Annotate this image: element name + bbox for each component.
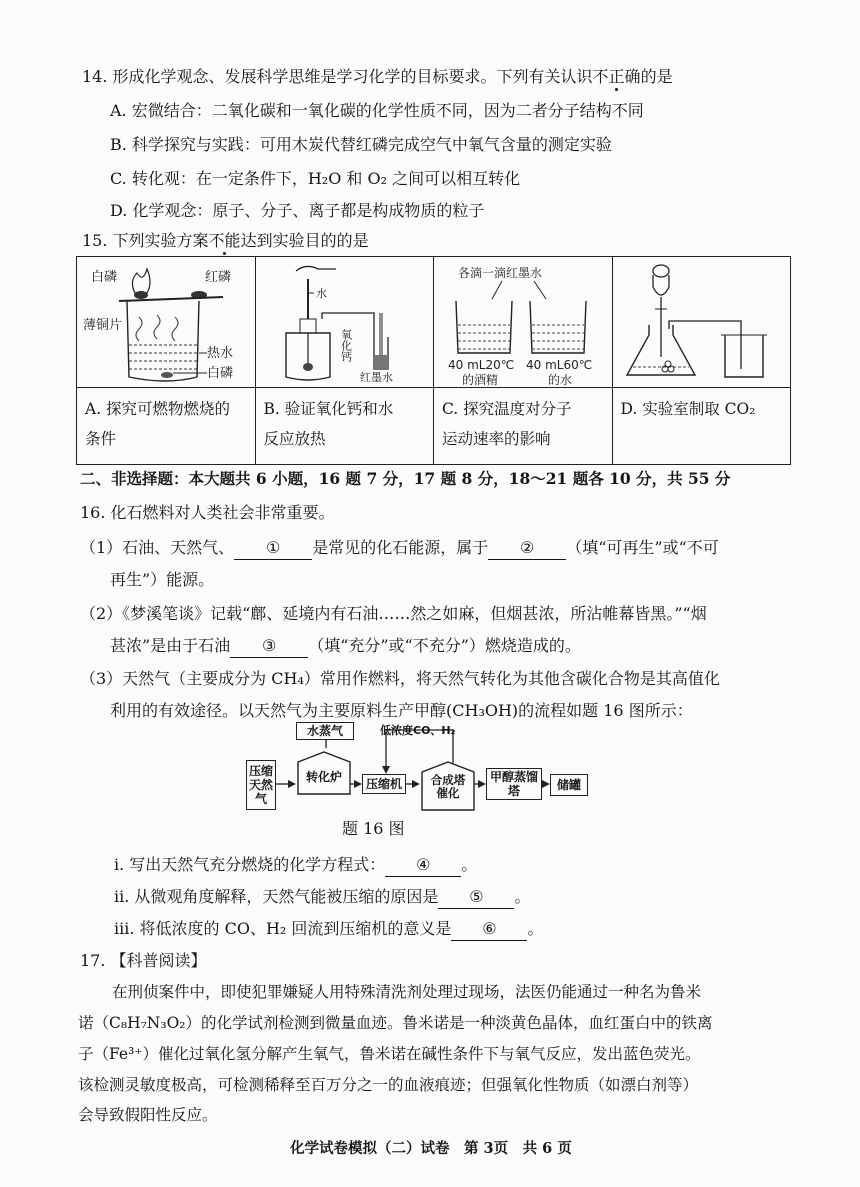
box-synthesis-tower: 合成塔催化	[430, 773, 466, 800]
q16-sub-i: i. 写出天然气充分燃烧的化学方程式： ④ 。	[114, 854, 477, 877]
q17-line-2: 诺（C₈H₇N₃O₂）的化学试剂检测到微量血迹。鲁米诺是一种淡黄色晶体，血红蛋白中的铁离	[78, 1014, 713, 1032]
figure-b-cell	[255, 257, 434, 388]
blank-5[interactable]: ⑤	[438, 886, 514, 909]
blank-4[interactable]: ④	[385, 854, 461, 877]
label-white-phosphorus-2: 白磷	[207, 366, 234, 381]
label-red-phosphorus: 红磷	[205, 270, 232, 285]
label-red-ink: 红墨水	[359, 371, 393, 384]
q17-line-3: 子（Fe³⁺）催化过氧化氢分解产生氧气，鲁米诺在碱性条件下与氧气反应，发出蓝色荧光。	[78, 1045, 701, 1063]
q17-title: 17. 【科普阅读】	[80, 951, 207, 970]
q16-part2: （2）《梦溪笔谈》记载“鄜、延境内有石油……然之如麻，但烟甚浓，所沾帷幕皆黑。”“烟	[80, 604, 707, 623]
box-steam: 水蒸气	[296, 722, 354, 740]
label-hot-water: 热水	[207, 346, 234, 361]
box-compressed-gas: 压缩天然气	[246, 760, 276, 810]
section-heading: 二、非选择题：本大题共 6 小题，16 题 7 分，17 题 8 分，18～21 题各 10 分，共 55 分	[80, 469, 731, 488]
q14-option-c: C. 转化观：在一定条件下，H₂O 和 O₂ 之间可以相互转化	[110, 169, 521, 188]
methanol-flowchart	[240, 722, 620, 812]
q17-line-5: 会导致假阳性反应。	[78, 1106, 218, 1124]
label-recycle: 低浓度CO、H₂	[380, 724, 456, 737]
beaker-left-icon	[456, 301, 512, 353]
q15-stem: 15. 下列实验方案不能达到实验目的的是	[82, 231, 369, 250]
q14-emphasis: 不正确	[592, 67, 641, 86]
box-compressor: 压缩机	[362, 774, 406, 794]
flame-icon	[132, 269, 150, 293]
hand-icon	[296, 266, 336, 271]
label-left-beaker-2: 的酒精	[462, 373, 499, 387]
label-right-beaker-2: 的水	[548, 373, 573, 387]
figure-16-caption: 题 16 图	[342, 819, 405, 838]
q17-line-4: 该检测灵敏度极高，可检测稀释至百万分之一的血液痕迹；但强氧化性物质（如漂白剂等）	[78, 1076, 699, 1094]
experiment-table	[76, 256, 791, 465]
figure-c-cell	[434, 257, 613, 388]
funnel-icon	[653, 265, 669, 277]
q16-part1-cont: 再生”）能源。	[110, 570, 215, 589]
blank-3[interactable]: ③	[230, 635, 308, 658]
box-distillation: 甲醇蒸馏塔	[486, 768, 542, 800]
figure-d-cell	[612, 257, 791, 388]
delivery-tube-icon	[669, 321, 741, 369]
caption-d: D. 实验室制取 CO₂	[612, 388, 791, 465]
label-calcium-oxide: 氧化钙	[339, 329, 352, 362]
label-right-beaker: 40 mL60℃	[526, 358, 593, 372]
caption-b: B. 验证氧化钙和水 反应放热	[255, 388, 434, 465]
q16-sub-ii: ii. 从微观角度解释，天然气能被压缩的原因是 ⑤ 。	[114, 886, 530, 909]
q16-part3: （3）天然气（主要成分为 CH₄）常用作燃料，将天然气转化为其他含碳化合物是其高值化	[80, 669, 720, 688]
blank-1[interactable]: ①	[234, 537, 312, 560]
page-footer: 化学试卷模拟（二）试卷 第 3页 共 6 页	[290, 1140, 572, 1157]
q16-part1: （1）石油、天然气、 ① 是常见的化石能源，属于 ② （填“可再生”或“不可	[80, 537, 719, 560]
q15-emphasis: 不能	[208, 231, 241, 250]
beaker-icon	[127, 301, 199, 381]
label-water: 水	[315, 287, 327, 300]
blank-2[interactable]: ②	[488, 537, 566, 560]
figure-a-cell	[77, 257, 256, 388]
q14-option-b: B. 科学探究与实践：可用木炭代替红磷完成空气中氧气含量的测定实验	[110, 135, 612, 154]
gas-jar-icon	[725, 335, 763, 377]
figure-c-diffusion	[434, 257, 614, 387]
q16-sub-iii: iii. 将低浓度的 CO、H₂ 回流到压缩机的意义是 ⑥ 。	[114, 918, 543, 941]
box-storage-tank: 储罐	[550, 774, 588, 796]
label-left-beaker: 40 mL20℃	[448, 358, 515, 372]
q16-part3-cont: 利用的有效途径。以天然气为主要原料生产甲醇(CH₃OH)的流程如题 16 图所示：	[110, 701, 693, 720]
q17-line-1: 在刑侦案件中，即使犯罪嫌疑人用特殊清洗剂处理过现场，法医仍能通过一种名为鲁米	[112, 983, 702, 1001]
q14-option-a: A. 宏微结合：二氧化碳和一氧化碳的化学性质不同，因为二者分子结构不同	[110, 101, 644, 120]
label-red-ink-drop: 各滴一滴红墨水	[458, 266, 543, 280]
figure-b-cao-water	[256, 257, 438, 387]
caption-a: A. 探究可燃物燃烧的 条件	[77, 388, 256, 465]
figure-d-co2-apparatus	[613, 257, 779, 387]
box-reformer: 转化炉	[305, 770, 342, 784]
label-copper-sheet: 薄铜片	[83, 318, 123, 333]
q16-part2-cont: 甚浓”是由于石油 ③ （填“充分”或“不充分”）燃烧造成的。	[110, 635, 581, 658]
beaker-right-icon	[530, 301, 586, 353]
q14-option-d: D. 化学观念：原子、分子、离子都是构成物质的粒子	[110, 201, 485, 220]
blank-6[interactable]: ⑥	[451, 918, 527, 941]
figure-a-burning-conditions	[77, 257, 263, 387]
caption-c: C. 探究温度对分子 运动速率的影响	[434, 388, 613, 465]
q16-title: 16. 化石燃料对人类社会非常重要。	[80, 503, 335, 522]
label-white-phosphorus: 白磷	[91, 270, 118, 285]
q14-stem: 14. 形成化学观念、发展科学思维是学习化学的目标要求。下列有关认识不正确的是	[82, 67, 673, 86]
